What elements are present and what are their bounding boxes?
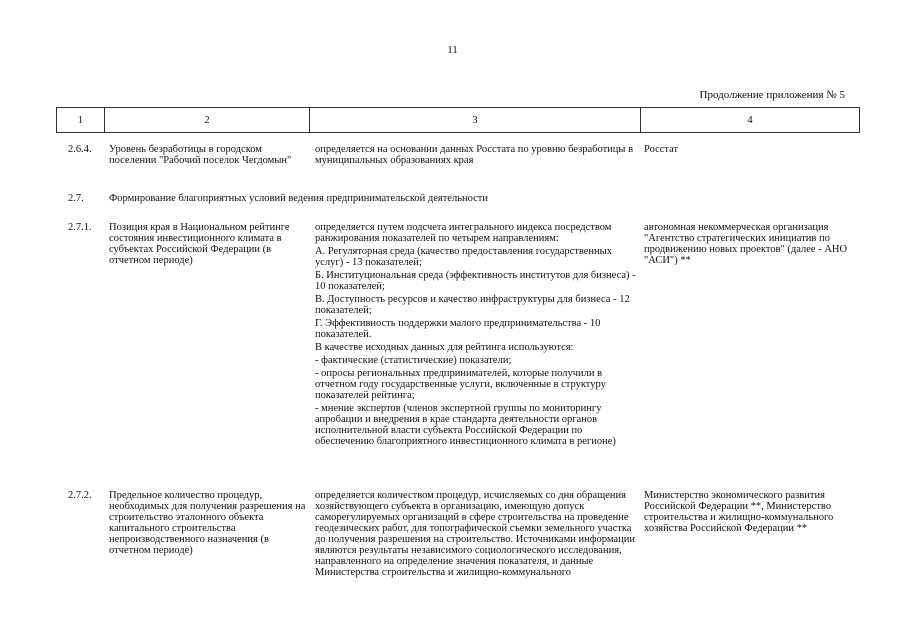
calculation-method (315, 222, 641, 447)
column-header-3: 3 (310, 108, 641, 132)
data-source: Министерство экономического развития Российской Федерации **, Министерство строительства и жилищно-коммунального хозяйства Российской Федерации ** (644, 490, 834, 534)
column-header-2: 2 (105, 108, 310, 132)
method-paragraph: определяется на основании данных Росстата по уровню безработицы в муниципальных образованиях края (315, 144, 634, 166)
indicator-name: Позиция края в Национальном рейтинге состояния инвестиционного климата в субъектах Российской Федерации (в отчетном периоде) (109, 222, 290, 266)
continuation-label: Продолжение приложения № 5 (699, 89, 845, 101)
data-source: автономная некоммерческая организация "Агентство стратегических инициатив по продвижению новых проектов" (далее - АНО "АСИ") ** (644, 222, 848, 266)
calculation-method (315, 490, 641, 578)
page-number: 11 (447, 44, 458, 56)
section-title: Формирование благоприятных условий ведения предпринимательской деятельности (109, 193, 488, 204)
method-paragraph: А. Регуляторная среда (качество предоставления государственных услуг) - 13 показателей; (315, 246, 612, 268)
row-number: 2.7.2. (68, 490, 92, 501)
table-header (56, 107, 860, 133)
row-number: 2.7.1. (68, 222, 92, 233)
method-paragraph: Г. Эффективность поддержки малого предпринимательства - 10 показателей. (315, 318, 601, 340)
row-number: 2.6.4. (68, 144, 92, 155)
method-paragraph: Б. Институциональная среда (эффективность институтов для бизнеса) - 10 показателей; (315, 270, 636, 292)
method-paragraph: В. Доступность ресурсов и качество инфраструктуры для бизнеса - 12 показателей; (315, 294, 630, 316)
calculation-method (315, 144, 641, 166)
method-paragraph: - фактические (статистические) показатели; (315, 355, 512, 366)
indicator-name: Предельное количество процедур, необходимых для получения разрешения на строительство эталонного объекта капитального строительства непроизводственного назначения (в отчетном периоде) (109, 490, 306, 556)
data-source: Росстат (644, 144, 679, 155)
section-number: 2.7. (68, 193, 84, 204)
method-paragraph: - мнение экспертов (членов экспертной группы по мониторингу апробации и внедрения в крае стандарта деятельности органов исполнительной власти субъекта Российской Федерации по обеспечению благоприятного инвестиционного климата в регионе) (315, 403, 616, 447)
column-header-1: 1 (57, 108, 105, 132)
method-paragraph: определяется количеством процедур, исчисляемых со дня обращения хозяйствующего субъекта в организацию, имеющую допуск саморегулируемых организаций в сфере строительства на проведение геодезических работ, для топографической съемки земельного участка до получения разрешения на строительство. Источниками информации являются результаты независимого социологического исследования, направленного на определение значения показателя, и данные Министерства строительства и жилищно-коммунального (315, 490, 635, 578)
method-paragraph: определяется путем подсчета интегрального индекса посредством ранжирования показателей по четырем направлениям: (315, 222, 612, 244)
indicator-name: Уровень безработицы в городском поселении "Рабочий поселок Чегдомын" (109, 144, 292, 166)
method-paragraph: - опросы региональных предпринимателей, которые получили в отчетном году государственные услуги, включенные в структуру показателей рейтинга; (315, 368, 606, 401)
method-paragraph: В качестве исходных данных для рейтинга используются: (315, 342, 574, 353)
column-header-4: 4 (747, 114, 753, 126)
